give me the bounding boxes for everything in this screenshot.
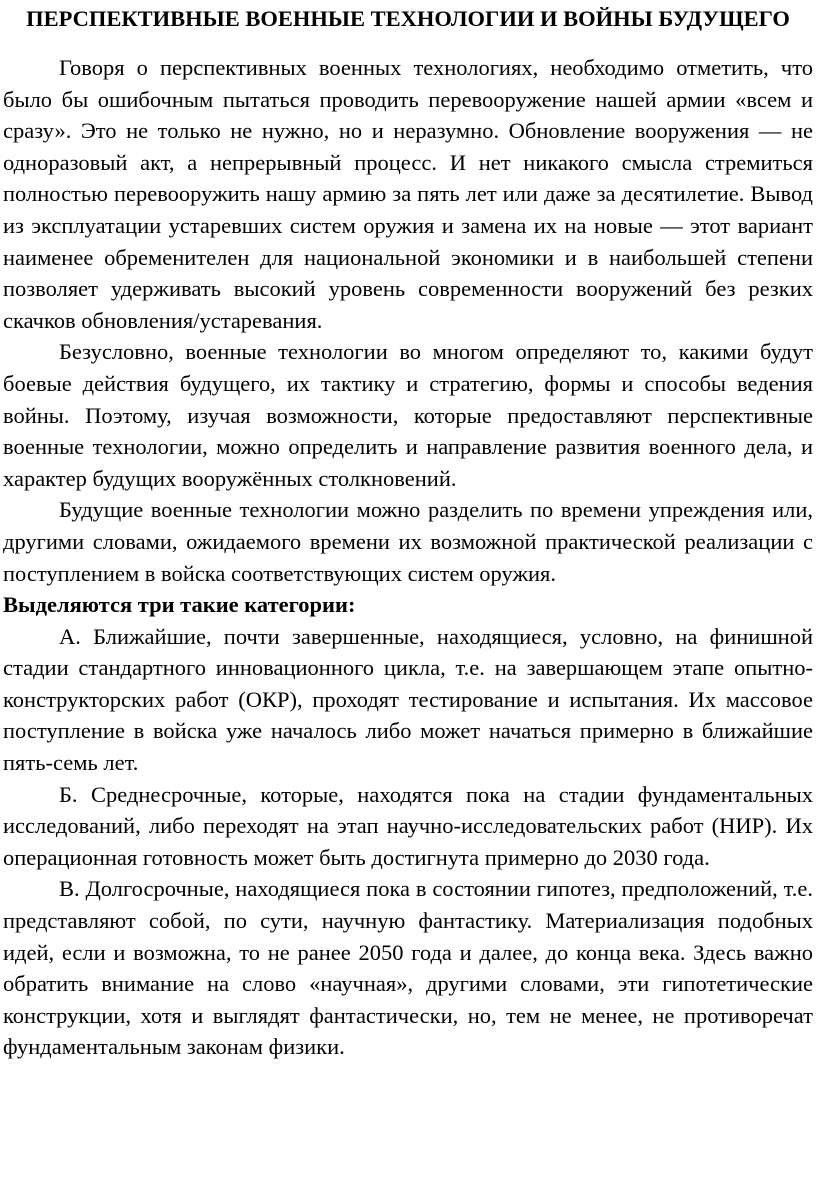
category-mid-term: Б. Среднесрочные, которые, находятся пока на стадии фундаментальных исследований, либо переходят на этап научно-исследовательских работ (НИР). Их операционная готовность может быть достигнута примерно до 2030 года. xyxy=(3,781,813,870)
paragraph-classification: Будущие военные технологии можно разделить по времени упреждения или, другими словами, ожидаемого времени их возможной практической реализации с поступлением в войска соответствующих систем оружия. xyxy=(3,497,813,586)
category-near-term: А. Ближайшие, почти завершенные, находящиеся, условно, на финишной стадии стандартного инновационного цикла, т.е. на завершающем этапе опытно-конструкторских работ (ОКР), проходят тестирование и испытания. Их массовое поступление в войска уже началось либо может начаться примерно в ближайшие пять-семь лет. xyxy=(3,623,813,776)
document-title: ПЕРСПЕКТИВНЫЕ ВОЕННЫЕ ТЕХНОЛОГИИ И ВОЙНЫ БУДУЩЕГО xyxy=(26,6,790,31)
categories-heading: Выделяются три такие категории: xyxy=(3,592,356,618)
category-long-term: В. Долгосрочные, находящиеся пока в состоянии гипотез, предположений, т.е. представляют собой, по сути, научную фантастику. Материализация подобных идей, если и возможна, то не ранее 2050 года и далее, до конца века. Здесь важно обратить внимание на слово «научная», другими словами, эти гипотетические конструкции, хотя и выглядят фантастически, но, тем не менее, не противоречат фундаментальным законам физики. xyxy=(3,876,813,1060)
paragraph-intro: Говоря о перспективных военных технологиях, необходимо отметить, что было бы ошибочным пытаться проводить перевооружение нашей армии «всем и сразу». Это не только не нужно, но и неразумно. Обновление вооружения — не одноразовый акт, а непрерывный процесс. И нет никакого смысла стремиться полностью перевооружить нашу армию за пять лет или даже за десятилетие. Вывод из эксплуатации устаревших систем оружия и замена их на новые — этот вариант наименее обременителен для национальной экономики и в наибольшей степени позволяет удерживать высокий уровень современности вооружений без резких скачков обновления/устаревания. xyxy=(3,55,813,333)
paragraph-technologies: Безусловно, военные технологии во многом определяют то, какими будут боевые действия будущего, их тактику и стратегию, формы и способы ведения войны. Поэтому, изучая возможности, которые предоставляют перспективные военные технологии, можно определить и направление развития военного дела, и характер будущих вооружённых столкновений. xyxy=(3,339,813,491)
